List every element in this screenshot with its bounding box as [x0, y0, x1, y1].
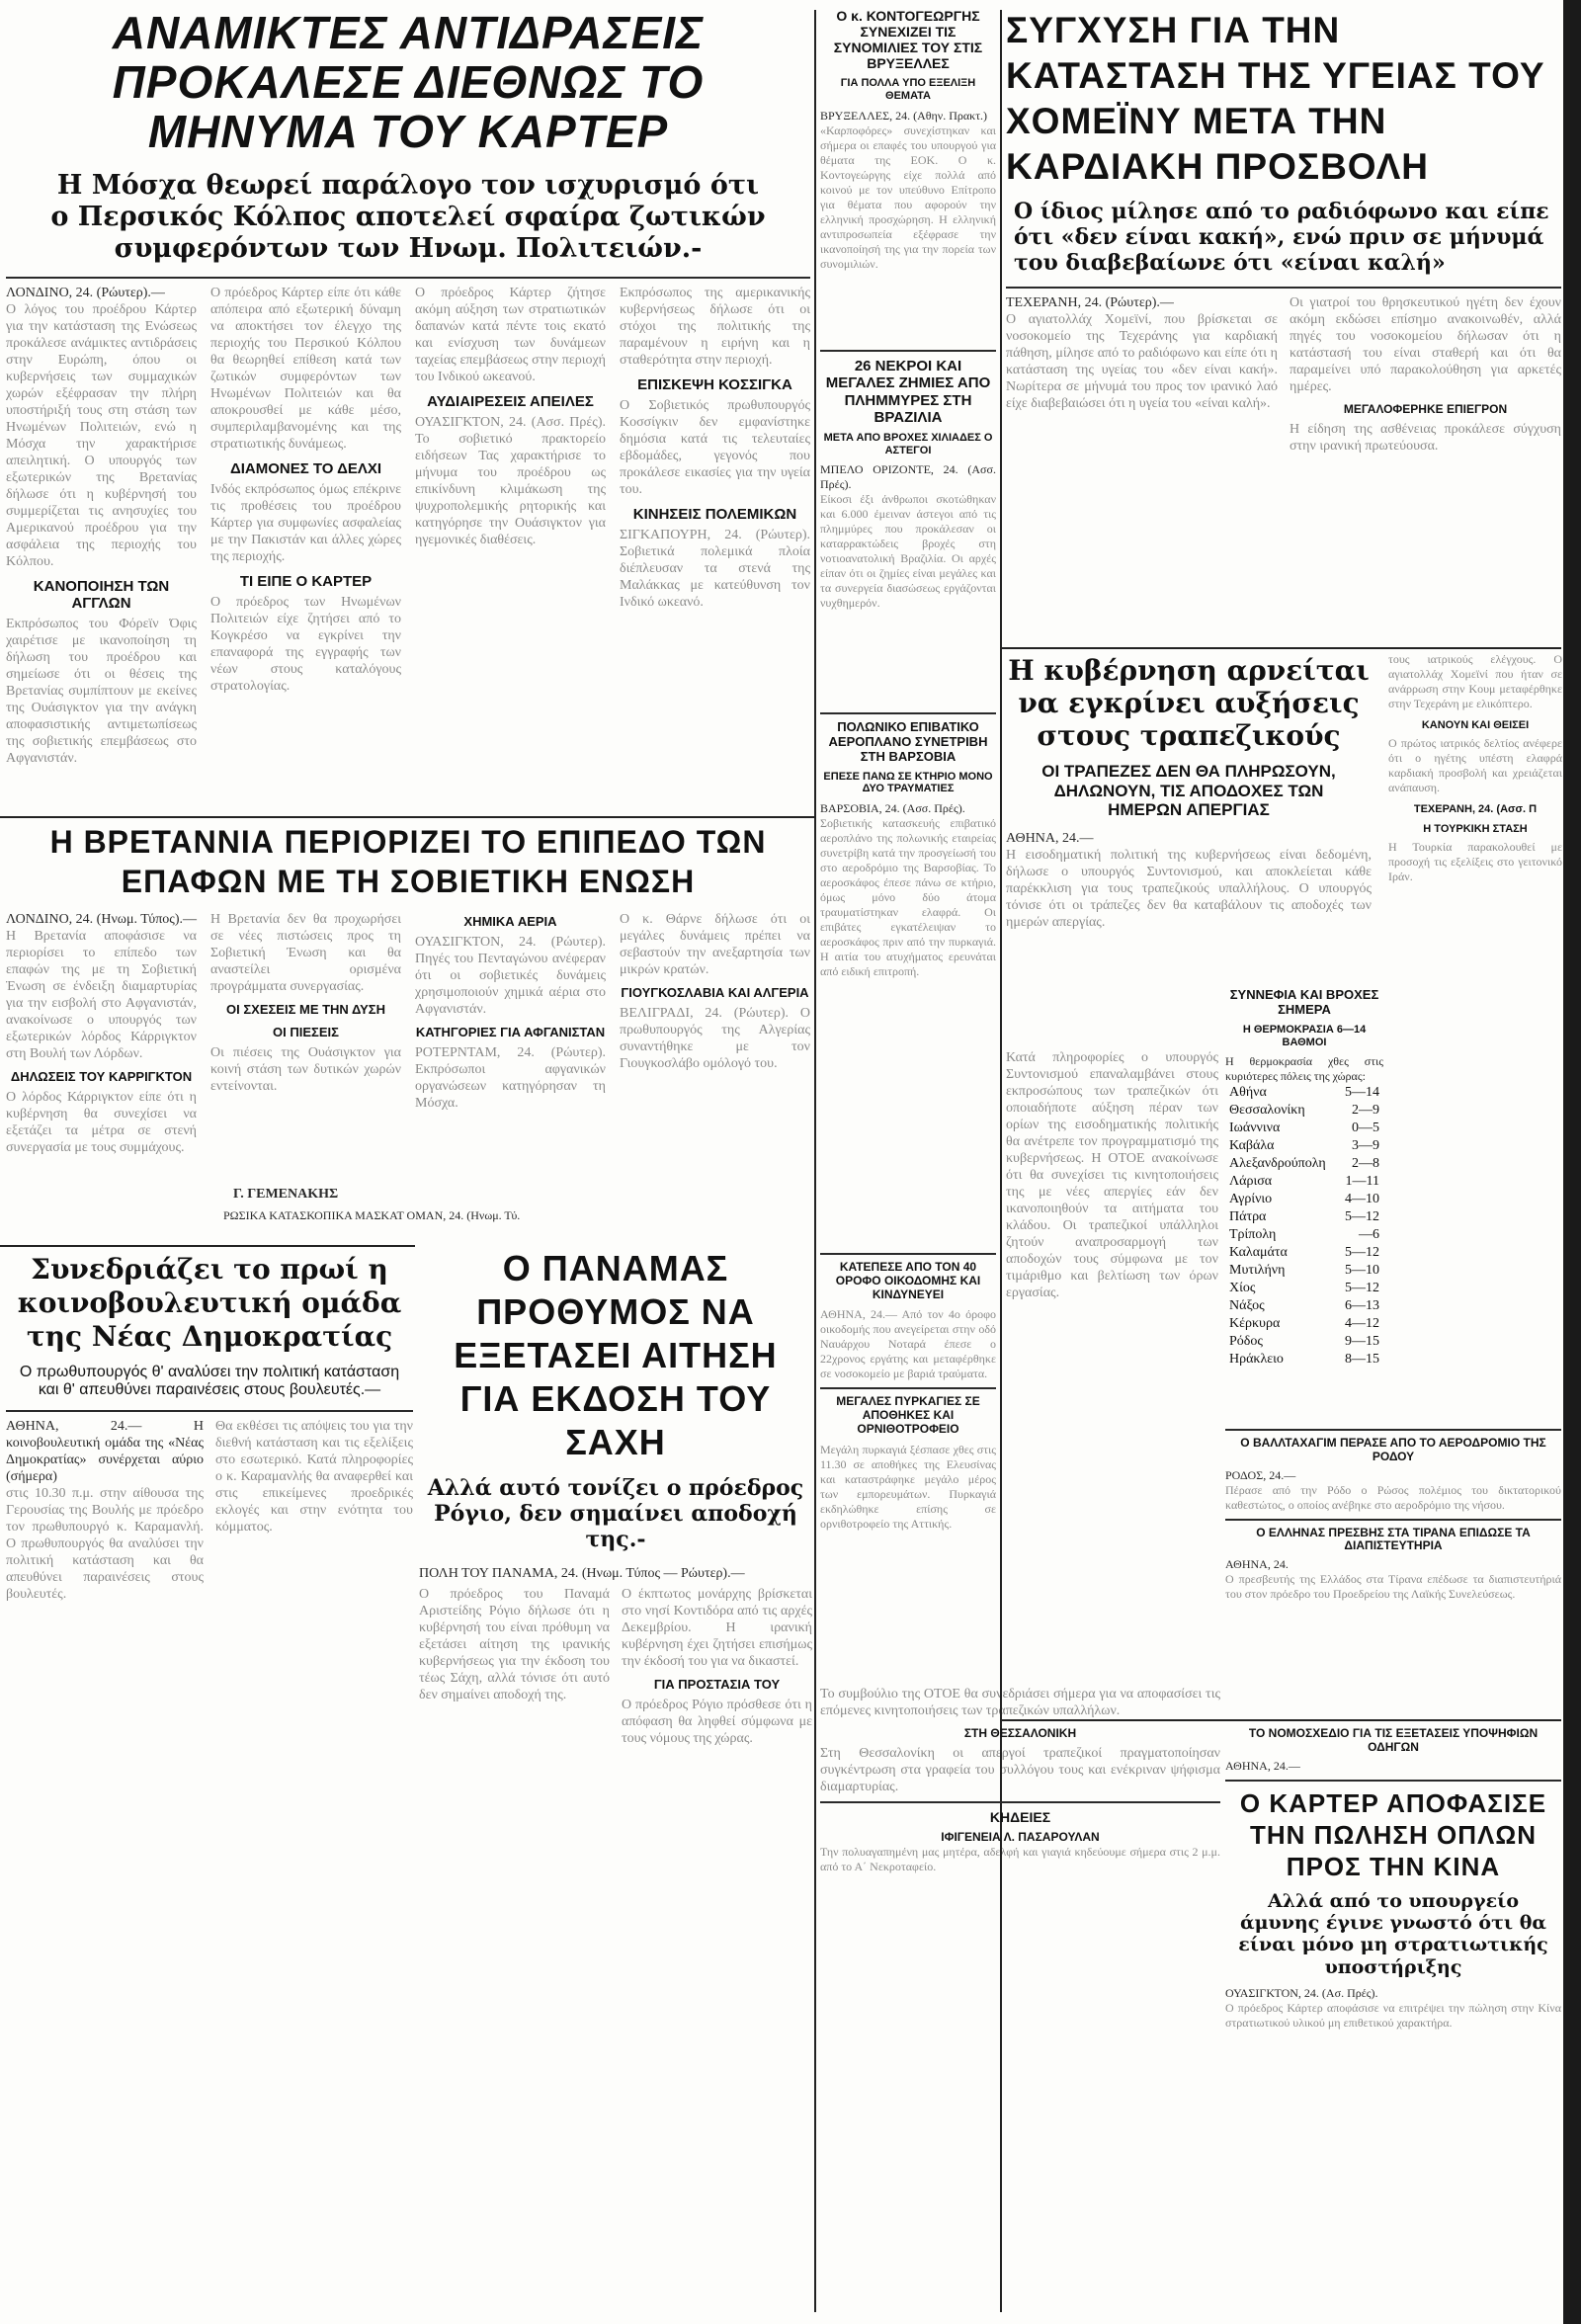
temperature-range: 5—10 — [1345, 1263, 1379, 1279]
carter-subhead-2: ΔΙΑΜΟΝΕΣ ΤΟ ΔΕΛΧΙ — [229, 459, 382, 477]
britain-dateline: ΛΟΝΔΙΝΟ, 24. (Ηνωμ. Τύπος).— — [6, 912, 197, 927]
temperature-row — [1225, 1191, 1383, 1208]
tirana-dateline: ΑΘΗΝΑ, 24. — [1225, 1557, 1289, 1572]
panama-subhead-1: ΓΙΑ ΠΡΟΣΤΑΣΙΑ ΤΟΥ — [653, 1676, 781, 1692]
temperature-row — [1225, 1155, 1383, 1173]
plane-article: ΠΟΛΩΝΙΚΟ ΕΠΙΒΑΤΙΚΟ ΑΕΡΟΠΛΑΝΟ ΣΥΝΕΤΡΙΒΗ ΣΤΗ ΒΑΡΣΟΒΙΑ ΕΠΕΣΕ ΠΑΝΩ ΣΕ ΚΤΗΡΙΟ ΜΟΝΟ ΔΥΟ ΤΡΑΥΜΑΤΙΕΣ ΒΑΡΣΟΒΙΑ, 24. (Ασσ. Πρές). Σοβιετικής κατασκευής επιβατικό αεροπλάνο της πολωνικής εταιρείας συνετρίβη κατά την προσγείωσή του στο αεροδρόμιο της Βαρσοβίας. Το αεροσκάφος έπεσε πάνω σε κτήριο, όμως μόνο δύο άτομα τραυματίστηκαν ελαφρά. Οι επιβάτες εγκατέλειψαν το αεροσκάφος πριν από την πυρκαγιά. Η αιτία του ατυχήματος ερευνάται από ειδική επιτροπή. — [820, 706, 996, 1240]
britain-subhead-3: ΟΙ ΠΙΕΣΕΙΣ — [273, 1024, 339, 1039]
brazil-dateline: ΜΠΕΛΟ ΟΡΙΖΟΝΤΕ, 24. (Ασσ. Πρές). — [820, 462, 996, 492]
britain-footer: ΡΩΣΙΚΑ ΚΑΤΑΣΚΟΠΙΚΑ ΜΑΣΚΑΤ ΟΜΑΝ, 24. (Ηνωμ. Τύ. — [223, 1208, 521, 1222]
temperature-range: 2—9 — [1352, 1103, 1379, 1119]
temperature-row — [1225, 1120, 1383, 1137]
carter-subhead-5: ΕΠΙΣΚΕΨΗ ΚΟΣΣΙΓΚΑ — [637, 375, 792, 393]
city-name: Ρόδος — [1229, 1334, 1263, 1350]
temperature-row — [1225, 1333, 1383, 1351]
temperature-row — [1225, 1137, 1383, 1155]
konto-headline: Ο κ. ΚΟΝΤΟΓΕΩΡΓΗΣ ΣΥΝΕΧΙΖΕΙ ΤΙΣ ΣΥΝΟΜΙΛΙΕΣ ΤΟΥ ΣΤΙΣ ΒΡΥΞΕΛΛΕΣ — [833, 8, 983, 72]
city-name: Αλεξανδρούπολη — [1229, 1156, 1326, 1172]
carter-china-article: ΤΟ ΝΟΜΟΣΧΕΔΙΟ ΓΙΑ ΤΙΣ ΕΞΕΤΑΣΕΙΣ ΥΠΟΨΗΦΙΩΝ ΟΔΗΓΩΝ ΑΘΗΝΑ, 24.— Ο ΚΑΡΤΕΡ ΑΠΟΦΑΣΙΣΕ ΤΗΝ ΠΩΛΗΣΗ ΟΠΛΩΝ ΠΡΟΣ ΤΗΝ ΚΙΝΑ Αλλά από το υπουργείο άμυνης έγινε γνωστό ότι θα είναι μόνο μη στρατιωτικής υποστήριξης ΟΥΑΣΙΓΚΤΟΝ, 24. (Ασ. Πρές). Ο πρόεδρος Κάρτερ αποφάσισε να επιτρέψει την πώληση στην Κίνα στρατιωτικού υλικού μη επιθετικού χαρακτήρα. — [1225, 1727, 1561, 2031]
vertical-rule — [814, 10, 816, 2312]
page-edge-shadow — [1563, 0, 1581, 2324]
article-text: Ο λόγος του προέδρου Κάρτερ για την κατάσταση της Ενώσεως προκάλεσε ανάμικτες αντιδράσεις στην Ευρώπη, όπου οι κυβερνήσεις των συμμαχικών χωρών εξέφρασαν την πλήρη υποστήριξή τους στη στάση των Ηνωμένων Πολιτειών, ενώ η Μόσχα την χαρακτήρισε απειλητική. Ο υπουργός των εξωτερικών της Βρετανίας δήλωσε ότι η κυβέρνησή του συμμερίζεται τις ανησυχίες του Αμερικανού προέδρου για την ασφάλεια της περιοχής του Κόλπου. — [6, 301, 197, 569]
carter-dateline: ΛΟΝΔΙΝΟ, 24. (Ρώυτερ).— — [6, 285, 165, 300]
tirana-headline: Ο ΕΛΛΗΝΑΣ ΠΡΕΣΒΗΣ ΣΤΑ ΤΙΡΑΝΑ ΕΠΙΔΩΣΕ ΤΑ ΔΙΑΠΙΣΤΕΥΤΗΡΙΑ — [1256, 1525, 1531, 1553]
temperature-row — [1225, 1297, 1383, 1315]
temperature-range: 4—10 — [1345, 1192, 1379, 1207]
temperature-range: 5—12 — [1345, 1245, 1379, 1261]
plane-dateline: ΒΑΡΣΟΒΙΑ, 24. (Ασσ. Πρές). — [820, 801, 965, 816]
temperature-range: —6 — [1359, 1227, 1379, 1243]
temperature-table — [1225, 1084, 1383, 1369]
britain-subhead-6: ΓΙΟΥΓΚΟΣΛΑΒΙΑ ΚΑΙ ΑΛΓΕΡΙΑ — [621, 985, 809, 1000]
edge-subhead-3: Η ΤΟΥΡΚΙΚΗ ΣΤΑΣΗ — [1423, 823, 1528, 836]
temperature-row — [1225, 1262, 1383, 1280]
temperature-row — [1225, 1244, 1383, 1262]
fire-article: ΚΑΤΕΠΕΣΕ ΑΠΟ ΤΟΝ 40 ΟΡΟΦΟ ΟΙΚΟΔΟΜΗΣ ΚΑΙ ΚΙΝΔΥΝΕΥΕΙ ΑΘΗΝΑ, 24.— Από τον 4ο όροφο οικοδομής που ανεγείρεται στην οδό Ναυάρχου Νοταρά έπεσε ο 22χρονος εργάτης και μεταφέρθηκε σε νοσοκομείο με βαριά τραύματα. ΜΕΓΑΛΕΣ ΠΥΡΚΑΓΙΕΣ ΣΕ ΑΠΟΘΗΚΕΣ ΚΑΙ ΟΡΝΙΘΟΤΡΟΦΕΙΟ Μεγάλη πυρκαγιά ξέσπασε χθες στις 11.30 σε αποθήκες της Ελευσίνας και καταστράφηκε μεγάλο μέρος των εμπορευμάτων. Πυρκαγιά εκδηλώθηκε επίσης σε ορνιθοτροφείο της Αττικής. — [820, 1247, 996, 1682]
temperature-row — [1225, 1208, 1383, 1226]
horizontal-rule — [0, 1245, 415, 1247]
balloon-article: Ο ΒΑΛΛΤΑΧΑΓΙΜ ΠΕΡΑΣΕ ΑΠΟ ΤΟ ΑΕΡΟΔΡΟΜΙΟ ΤΗΣ ΡΟΔΟΥ ΡΟΔΟΣ, 24.— Πέρασε από την Ρόδο ο Ρώσος πολέμιος του δικτατορικού καθεστώτος, ο οποίος ανέβηκε στο αεροδρόμιο της νήσου. Ο ΕΛΛΗΝΑΣ ΠΡΕΣΒΗΣ ΣΤΑ ΤΙΡΑΝΑ ΕΠΙΔΩΣΕ ΤΑ ΔΙΑΠΙΣΤΕΥΤΗΡΙΑ ΑΘΗΝΑ, 24. Ο πρεσβευτής της Ελλάδος στα Τίρανα επέδωσε τα διαπιστευτήριά του στον πρόεδρο του Προεδρείου της Λαϊκής Συνελεύσεως. — [1225, 1423, 1561, 1709]
temperature-row — [1225, 1351, 1383, 1369]
city-name: Νάξος — [1229, 1298, 1265, 1314]
panama-deck: Αλλά αυτό τονίζει ο πρόεδρος Ρόγιο, δεν σημαίνει αποδοχή της.- — [427, 1475, 804, 1552]
khomeini-deck: Ο ίδιος μίλησε από το ραδιόφωνο και είπε ότι «δεν είναι κακή», ενώ πριν σε μήνυμά του διαβεβαίωνε ότι «είναι καλή» — [1014, 199, 1549, 276]
britain-article: Η ΒΡΕΤΑΝΝΙΑ ΠΕΡΙΟΡΙΖΕΙ ΤΟ ΕΠΙΠΕΔΟ ΤΩΝ ΕΠΑΦΩΝ ΜΕ ΤΗ ΣΟΒΙΕΤΙΚΗ ΕΝΩΣΗ ΛΟΝΔΙΝΟ, 24. (Ηνωμ. Τύπος).— Η Βρετανία αποφάσισε να περιορίσει το επίπεδο των επαφών της με τη Σοβιετική Ένωση σε ένδειξη διαμαρτυρίας για την εισβολή στο Αφγανιστάν, ανακοίνωσε ο υπουργός των εξωτερικών λόρδος Κάρριγκτον στη Βουλή των Λόρδων. ΔΗΛΩΣΕΙΣ ΤΟΥ ΚΑΡΡΙΓΚΤΟΝ Ο λόρδος Κάρριγκτον είπε ότι η κυβέρνηση θα συνεχίσει να εξετάζει τα μέτρα σε στενή συνεργασία με τους συμμάχους. Η Βρετανία δεν θα προχωρήσει σε νέες πιστώσεις προς τη Σοβιετική Ένωση και θα αναστείλει ορισμένα προγράμματα συνεργασίας. ΟΙ ΣΧΕΣΕΙΣ ΜΕ ΤΗΝ ΔΥΣΗ ΟΙ ΠΙΕΣΕΙΣ Οι πιέσεις της Ουάσιγκτον για κοινή στάση των δυτικών χωρών εντείνονται. ΧΗΜΙΚΑ ΑΕΡΙΑ ΟΥΑΣΙΓΚΤΟΝ, 24. (Ρώυτερ). Πηγές του Πενταγώνου ανέφεραν ότι οι σοβιετικές δυνάμεις χρησιμοποιούν χημικά αέρια στο Αφγανιστάν. ΚΑΤΗΓΟΡΙΕΣ ΓΙΑ ΑΦΓΑΝΙΣΤΑΝ ΡΟΤΕΡΝΤΑΜ, 24. (Ρώυτερ). Εκπρόσωποι αφγανικών οργανώσεων κατηγόρησαν τη Μόσχα. Ο κ. Θάρνε δήλωσε ότι οι μεγάλες δυνάμεις πρέπει να σεβαστούν την ανεξαρτησία των μικρών κρατών. ΓΙΟΥΓΚΟΣΛΑΒΙΑ ΚΑΙ ΑΛΓΕΡΙΑ ΒΕΛΙΓΡΑΔΙ, 24. (Ρώυτερ). Ο πρωθυπουργός της Αλγερίας συναντήθηκε με τον Γιουγκοσλάβο ομόλογό του. Γ. ΓΕΜΕΝΑΚΗΣ ΡΩΣΙΚΑ ΚΑΤΑΣΚΟΠΙΚΑ ΜΑΣΚΑΤ ΟΜΑΝ, 24. (Ηνωμ. Τύ. — [6, 824, 810, 1222]
carter-subhead-6: ΚΙΝΗΣΕΙΣ ΠΟΛΕΜΙΚΩΝ — [632, 505, 797, 523]
edge-column: τους ιατρικούς ελέγχους. Ο αγιατολλάχ Χομεϊνί που ήταν σε ανάρρωση στην Κουμ μεταφέρθηκε στην Τεχεράνη με ελικόπτερο. ΚΑΝΟΥΝ ΚΑΙ ΘΕΙΣΕΙ Ο πρώτος ιατρικός δελτίος ανέφερε ότι ο ηγέτης υπέστη ελαφρά καρδιακή προσβολή και χρειάζεται ανάπαυση. ΤΕΧΕΡΑΝΗ, 24. (Ασσ. Π Η ΤΟΥΡΚΙΚΗ ΣΤΑΣΗ Η Τουρκία παρακολουθεί με προσοχή τις εξελίξεις στο γειτονικό Ιράν. — [1388, 652, 1562, 883]
temperature-range: 5—12 — [1345, 1281, 1379, 1296]
city-name: Χίος — [1229, 1281, 1256, 1296]
carter-china-headline: Ο ΚΑΡΤΕΡ ΑΠΟΦΑΣΙΣΕ ΤΗΝ ΠΩΛΗΣΗ ΟΠΛΩΝ ΠΡΟΣ ΤΗΝ ΚΙΝΑ — [1239, 1787, 1547, 1881]
temperature-range: 3—9 — [1352, 1138, 1379, 1154]
city-name: Αγρίνιο — [1229, 1192, 1273, 1207]
konto-sub: ΓΙΑ ΠΟΛΛΑ ΥΠΟ ΕΞΕΛΙΞΗ ΘΕΜΑΤΑ — [840, 77, 976, 103]
funeral-headline: ΚΗΔΕΙΕΣ — [989, 1808, 1051, 1825]
city-name: Αθήνα — [1229, 1085, 1267, 1101]
edge-subhead-1: ΚΑΝΟΥΝ ΚΑΙ ΘΕΙΣΕΙ — [1421, 719, 1530, 731]
carter-headline: ΑΝΑΜΙΚΤΕΣ ΑΝΤΙΔΡΑΣΕΙΣ ΠΡΟΚΑΛΕΣΕ ΔΙΕΘΝΩΣ ΤΟ ΜΗΝΥΜΑ ΤΟΥ ΚΑΡΤΕΡ — [112, 8, 705, 157]
britain-subhead-4: ΧΗΜΙΚΑ ΑΕΡΙΑ — [463, 914, 557, 929]
carter-subhead-3: ΤΙ ΕΙΠΕ Ο ΚΑΡΤΕΡ — [239, 572, 373, 590]
bill-dateline: ΑΘΗΝΑ, 24.— — [1225, 1758, 1300, 1773]
carter-china-deck: Αλλά από το υπουργείο άμυνης έγινε γνωστό ότι θα είναι μόνο μη στρατιωτικής υποστήριξης — [1238, 1889, 1548, 1978]
city-name: Καβάλα — [1229, 1138, 1275, 1154]
weather-caption: Η θερμοκρασία χθες στις κυριότερες πόλεις της χώρας: — [1225, 1054, 1383, 1084]
banks-continued: Κατά πληροφορίες ο υπουργός Συντονισμού επαναλαμβάνει στους εκπροσώπους των τραπεζικών ότι οποιαδήποτε αύξηση πέραν των ορίων της εισοδηματικής πολιτικής θα ανέτρεπε τον προγραμματισμό της κυβερνήσεως. Η ΟΤΟΕ ανακοίνωσε ότι θα συνεχίσει τις κινητοποιήσεις της με νέες απεργίες εάν δεν ικανοποιηθούν τα αιτήματα του κλάδου. Οι τραπεζικοί υπάλληλοι ζητούν αναπροσαρμογή των αποδοχών τους σύμφωνα με τον τιμάριθμο και βελτίωση των όρων εργασίας. — [1006, 1050, 1218, 1300]
panama-headline: Ο ΠΑΝΑΜΑΣ ΠΡΟΘΥΜΟΣ ΝΑ ΕΞΕΤΑΣΕΙ ΑΙΤΗΣΗ ΓΙΑ ΕΚΔΟΣΗ ΤΟΥ ΣΑΧΗ — [454, 1248, 778, 1462]
nd-article: Συνεδριάζει το πρωί η κοινοβουλευτική ομάδα της Νέας Δημοκρατίας Ο πρωθυπουργός θ' αναλύσει την πολιτική κατάσταση και θ' απευθύνει παραινέσεις στους βουλευτές.— ΑΘΗΝΑ, 24.— Η κοινοβουλευτική ομάδα της «Νέας Δημοκρατίας» συνέρχεται αύριο (σήμερα) στις 10.30 π.μ. στην αίθουσα της Γερουσίας της Βουλής με πρόεδρο τον πρωθυπουργό κ. Καραμανλή. Ο πρωθυπουργός θα αναλύσει την πολιτική κατάσταση και θα απευθύνει παραινέσεις στους βουλευτές. Θα εκθέσει τις απόψεις του για την διεθνή κατάσταση και τις εξελίξεις στο εσωτερικό. Κατά πληροφορίες ο κ. Καραμανλής θα αναφερθεί και στις επικείμενες προεδρικές εκλογές και στην ενότητα του κόμματος. — [6, 1253, 413, 1602]
britain-subhead-5: ΚΑΤΗΓΟΡΙΕΣ ΓΙΑ ΑΦΓΑΝΙΣΤΑΝ — [415, 1024, 606, 1039]
city-name: Τρίπολη — [1229, 1227, 1277, 1243]
britain-byline: Γ. ΓΕΜΕΝΑΚΗΣ — [233, 1187, 339, 1202]
temperature-range: 2—8 — [1352, 1156, 1379, 1172]
horizontal-rule — [0, 816, 814, 818]
banks-headline: Η κυβέρνηση αρνείται να εγκρίνει αυξήσεις στους τραπεζικούς — [1008, 654, 1370, 753]
city-name: Ηράκλειο — [1229, 1352, 1284, 1368]
city-name: Κέρκυρα — [1229, 1316, 1281, 1332]
temperature-row — [1225, 1280, 1383, 1297]
panama-article: Ο ΠΑΝΑΜΑΣ ΠΡΟΘΥΜΟΣ ΝΑ ΕΞΕΤΑΣΕΙ ΑΙΤΗΣΗ ΓΙΑ ΕΚΔΟΣΗ ΤΟΥ ΣΑΧΗ Αλλά αυτό τονίζει ο πρόεδρος Ρόγιο, δεν σημαίνει αποδοχή της.- ΠΟΛΗ ΤΟΥ ΠΑΝΑΜΑ, 24. (Ηνωμ. Τύπος — Ρώυτερ).— Ο πρόεδρος του Παναμά Αριστείδης Ρόγιο δήλωσε ότι η κυβέρνησή του είναι πρόθυμη να εξετάσει αίτηση της ιρανικής κυβερνήσεως για την έκδοση του τέως Σάχη, αλλά τόνισε ότι αυτό δεν σημαίνει αποδοχή της. Ο έκπτωτος μονάρχης βρίσκεται στο νησί Κοντιδόρα από τις αρχές Δεκεμβρίου. Η ιρανική κυβέρνηση έχει ζητήσει επισήμως την έκδοσή του για να δικαστεί. ΓΙΑ ΠΡΟΣΤΑΣΙΑ ΤΟΥ Ο πρόεδρος Ρόγιο πρόσθεσε ότι η απόφαση θα ληφθεί σύμφωνα με τους νόμους της χώρας. — [419, 1248, 812, 1746]
nd-deck: Ο πρωθυπουργός θ' αναλύσει την πολιτική κατάσταση και θ' απευθύνει παραινέσεις στους βουλευτές.— — [19, 1364, 400, 1399]
city-name: Ιωάννινα — [1229, 1120, 1281, 1136]
carter-china-dateline: ΟΥΑΣΙΓΚΤΟΝ, 24. (Ασ. Πρές). — [1225, 1986, 1378, 2001]
fires-headline: ΜΕΓΑΛΕΣ ΠΥΡΚΑΓΙΕΣ ΣΕ ΑΠΟΘΗΚΕΣ ΚΑΙ ΟΡΝΙΘΟΤΡΟΦΕΙΟ — [836, 1394, 980, 1436]
funeral-name: ΙΦΙΓΕΝΕΙΑ Λ. ΠΑΣΑΡΟΥΛΑΝ — [941, 1829, 1100, 1844]
konto-dateline: ΒΡΥΞΕΛΛΕΣ, 24. (Αθην. Πρακτ.) — [820, 108, 988, 123]
kontogeorgis-article: Ο κ. ΚΟΝΤΟΓΕΩΡΓΗΣ ΣΥΝΕΧΙΖΕΙ ΤΙΣ ΣΥΝΟΜΙΛΙΕΣ ΤΟΥ ΣΤΙΣ ΒΡΥΞΕΛΛΕΣ ΓΙΑ ΠΟΛΛΑ ΥΠΟ ΕΞΕΛΙΞΗ ΘΕΜΑΤΑ ΒΡΥΞΕΛΛΕΣ, 24. (Αθην. Πρακτ.) «Καρποφόρες» συνεχίστηκαν και σήμερα οι επαφές του υπουργού για θέματα της ΕΟΚ. Ο κ. Κοντογεώργης είχε πολλά από κοινού με τον υπεύθυνο Επίτροπο για θέματα που αφορούν την ελληνική προσχώρηση. Η ελληνική αντιπροσωπεία εξέφρασε την ικανοποίησή της για την πορεία των συνομιλιών. — [820, 8, 996, 271]
carter-subhead-4: ΑΥΔΙΑΙΡΕΣΕΙΣ ΑΠΕΙΛΕΣ — [427, 392, 594, 410]
temperature-range: 4—12 — [1345, 1316, 1379, 1332]
weather-headline: ΣΥΝΝΕΦΙΑ ΚΑΙ ΒΡΟΧΕΣ ΣΗΜΕΡΑ — [1229, 988, 1379, 1017]
khomeini-subhead-1: ΜΕΓΑΛΟΦΕΡΗΚΕ ΕΠΙΕΓΡΟΝ — [1343, 401, 1508, 416]
nd-headline: Συνεδριάζει το πρωί η κοινοβουλευτική ομάδα της Νέας Δημοκρατίας — [17, 1253, 402, 1353]
brazil-sub: ΜΕΤΑ ΑΠΟ ΒΡΟΧΕΣ ΧΙΛΙΑΔΕΣ Ο ΑΣΤΕΓΟΙ — [823, 432, 993, 456]
britain-subhead-1: ΔΗΛΩΣΕΙΣ ΤΟΥ ΚΑΡΡΙΓΚΤΟΝ — [10, 1069, 193, 1084]
carter-subhead-1: ΚΑΝΟΠΟΙΗΣΗ ΤΩΝ ΑΓΓΛΩΝ — [33, 577, 170, 612]
carter-article: ΑΝΑΜΙΚΤΕΣ ΑΝΤΙΔΡΑΣΕΙΣ ΠΡΟΚΑΛΕΣΕ ΔΙΕΘΝΩΣ ΤΟ ΜΗΝΥΜΑ ΤΟΥ ΚΑΡΤΕΡ Η Μόσχα θεωρεί παράλογο τον ισχυρισμό ότι ο Περσικός Κόλπος αποτελεί σφαίρα ζωτικών συμφερόντων των Ηνωμ. Πολιτειών.- ΛΟΝΔΙΝΟ, 24. (Ρώυτερ).— Ο λόγος του προέδρου Κάρτερ για την κατάσταση της Ενώσεως προκάλεσε ανάμικτες αντιδράσεις στην Ευρώπη, όπου οι κυβερνήσεις των συμμαχικών χωρών εξέφρασαν την πλήρη υποστήριξή τους στη στάση των Ηνωμένων Πολιτειών, ενώ η Μόσχα την χαρακτήρισε απειλητική. Ο υπουργός των εξωτερικών της Βρετανίας δήλωσε ότι η κυβέρνησή του συμμερίζεται τις ανησυχίες του Αμερικανού προέδρου για την ασφάλεια της περιοχής του Κόλπου. ΚΑΝΟΠΟΙΗΣΗ ΤΩΝ ΑΓΓΛΩΝ Εκπρόσωπος του Φόρεϊν Όφις χαιρέτισε με ικανοποίηση τη δήλωση του προέδρου και σημείωσε ότι οι θέσεις της Βρετανίας συμπίπτουν με εκείνες της Ουάσιγκτον για την ανάγκη αποφασιστικής αντιμετωπίσεως της σοβιετικής επεμβάσεως στο Αφγανιστάν. Ο πρόεδρος Κάρτερ είπε ότι κάθε απόπειρα από εξωτερική δύναμη να αποκτήσει τον έλεγχο της περιοχής του Περσικού Κόλπου θα θεωρηθεί επίθεση κατά των ζωτικών συμφερόντων των Ηνωμένων Πολιτειών και θα αποκρουσθεί με κάθε μέσο, συμπεριλαμβανομένης και της στρατιωτικής δυνάμεως. ΔΙΑΜΟΝΕΣ ΤΟ ΔΕΛΧΙ Ινδός εκπρόσωπος όμως επέκρινε τις προθέσεις του προέδρου Κάρτερ για συμφωνίες ασφαλείας με την Πακιστάν και άλλες χώρες της περιοχής. ΤΙ ΕΙΠΕ Ο ΚΑΡΤΕΡ Ο πρόεδρος των Ηνωμένων Πολιτειών είχε ζητήσει από το Κογκρέσο να εγκρίνει την επαναφορά της εγγραφής των νέων στους καταλόγους στρατολογίας. Ο πρόεδρος Κάρτερ ζήτησε ακόμη αύξηση των στρατιωτικών δαπανών κατά πέντε τοις εκατό και ενίσχυση των δυνάμεων ταχείας επεμβάσεως στην περιοχή του Ινδικού ωκεανού. ΑΥΔΙΑΙΡΕΣΕΙΣ ΑΠΕΙΛΕΣ ΟΥΑΣΙΓΚΤΟΝ, 24. (Ασσ. Πρές). Το σοβιετικό πρακτορείο ειδήσεων Τας χαρακτήρισε το μήνυμα του προέδρου ως επικίνδυνη κλιμάκωση της ψυχροπολεμικής ρητορικής και κατηγόρησε την Ουάσιγκτον για ηγεμονικές διαθέσεις. Εκπρόσωπος της αμερικανικής κυβερνήσεως δήλωσε ότι οι στόχοι της πολιτικής της παραμένουν η ειρήνη και η σταθερότητα στην περιοχή. ΕΠΙΣΚΕΨΗ ΚΟΣΣΙΓΚΑ Ο Σοβιετικός πρωθυπουργός Κοσσίγκιν δεν εμφανίστηκε δημόσια κατά τις τελευταίες εβδομάδες, γεγονός που προκάλεσε εικασίες για την υγεία του. ΚΙΝΗΣΕΙΣ ΠΟΛΕΜΙΚΩΝ ΣΙΓΚΑΠΟΥΡΗ, 24. (Ρώυτερ). Σοβιετικά πολεμικά πλοία διέπλευσαν τα στενά της Μαλάκκας με κατεύθυνση τον Ινδικό ωκεανό. — [6, 8, 810, 767]
temperature-row — [1225, 1173, 1383, 1191]
britain-headline: Η ΒΡΕΤΑΝΝΙΑ ΠΕΡΙΟΡΙΖΕΙ ΤΟ ΕΠΙΠΕΔΟ ΤΩΝ ΕΠΑΦΩΝ ΜΕ ΤΗ ΣΟΒΙΕΤΙΚΗ ΕΝΩΣΗ — [49, 824, 767, 899]
plane-sub: ΕΠΕΣΕ ΠΑΝΩ ΣΕ ΚΤΗΡΙΟ ΜΟΝΟ ΔΥΟ ΤΡΑΥΜΑΤΙΕΣ — [823, 770, 993, 795]
brazil-article: 26 ΝΕΚΡΟΙ ΚΑΙ ΜΕΓΑΛΕΣ ΖΗΜΙΕΣ ΑΠΟ ΠΛΗΜΜΥΡΕΣ ΣΤΗ ΒΡΑΖΙΛΙΑ ΜΕΤΑ ΑΠΟ ΒΡΟΧΕΣ ΧΙΛΙΑΔΕΣ Ο ΑΣΤΕΓΟΙ ΜΠΕΛΟ ΟΡΙΖΟΝΤΕ, 24. (Ασσ. Πρές). Είκοσι έξι άνθρωποι σκοτώθηκαν και 6.000 έμειναν άστεγοι από τις πλημμύρες που προκάλεσαν οι καταρρακτώδεις βροχές στη νοτιοανατολική Βραζιλία. Οι αρχές είπαν ότι οι ζημίες είναι μεγάλες και τα συνεργεία διασώσεως εργάζονται νυχθημερόν. — [820, 344, 996, 702]
khomeini-headline: ΣΥΓΧΥΣΗ ΓΙΑ ΤΗΝ ΚΑΤΑΣΤΑΣΗ ΤΗΣ ΥΓΕΙΑΣ ΤΟΥ ΧΟΜΕΪΝΥ ΜΕΤΑ ΤΗΝ ΚΑΡΔΙΑΚΗ ΠΡΟΣΒΟΛΗ — [1006, 10, 1545, 187]
khomeini-article: ΣΥΓΧΥΣΗ ΓΙΑ ΤΗΝ ΚΑΤΑΣΤΑΣΗ ΤΗΣ ΥΓΕΙΑΣ ΤΟΥ ΧΟΜΕΪΝΥ ΜΕΤΑ ΤΗΝ ΚΑΡΔΙΑΚΗ ΠΡΟΣΒΟΛΗ Ο ίδιος μίλησε από το ραδιόφωνο και είπε ότι «δεν είναι κακή», ενώ πριν σε μήνυμά του διαβεβαίωνε ότι «είναι καλή» ΤΕΧΕΡΑΝΗ, 24. (Ρώυτερ).— Ο αγιατολλάχ Χομεϊνί, που βρίσκεται σε νοσοκομείο της Τεχεράνης για καρδιακή πάθηση, μίλησε από το ραδιόφωνο και είπε ότι η κατάσταση της υγείας του «δεν είναι κακή». Νωρίτερα σε μήνυμά του προς τον ιρανικό λαό είχε διαβεβαιώσει ότι η υγεία του «είναι καλή». Οι γιατροί του θρησκευτικού ηγέτη δεν έχουν ακόμη εκδώσει επίσημο ανακοινωθέν, αλλά πηγές του νοσοκομείου δήλωσαν ότι η κατάστασή του είναι σταθερή και ότι θα παραμείνει υπό παρακολούθηση για αρκετές ημέρες. ΜΕΓΑΛΟΦΕΡΗΚΕ ΕΠΙΕΓΡΟΝ Η είδηση της ασθένειας προκάλεσε σύγχυση στην ιρανική πρωτεύουσα. — [1006, 10, 1561, 454]
plane-headline: ΠΟΛΩΝΙΚΟ ΕΠΙΒΑΤΙΚΟ ΑΕΡΟΠΛΑΝΟ ΣΥΝΕΤΡΙΒΗ ΣΤΗ ΒΑΡΣΟΒΙΑ — [828, 719, 988, 764]
panama-dateline: ΠΟΛΗ ΤΟΥ ΠΑΝΑΜΑ, 24. (Ηνωμ. Τύπος — Ρώυτερ).— — [419, 1565, 745, 1581]
khomeini-dateline: ΤΕΧΕΡΑΝΗ, 24. (Ρώυτερ).— — [1006, 294, 1174, 310]
temperature-row — [1225, 1102, 1383, 1120]
temperature-range: 1—11 — [1345, 1174, 1379, 1190]
banks-article: Η κυβέρνηση αρνείται να εγκρίνει αυξήσεις στους τραπεζικούς ΟΙ ΤΡΑΠΕΖΕΣ ΔΕΝ ΘΑ ΠΛΗΡΩΣΟΥΝ, ΔΗΛΩΝΟΥΝ, ΤΙΣ ΑΠΟΔΟΧΕΣ ΤΩΝ ΗΜΕΡΩΝ ΑΠΕΡΓΙΑΣ ΑΘΗΝΑ, 24.— Η εισοδηματική πολιτική της κυβερνήσεως είναι δεδομένη, δήλωσε ο υπουργός Συντονισμού, και αποκλείεται κάθε παρέκκλιση για τους τραπεζικούς υπαλλήλους. Ο υπουργός τόνισε ότι οι τράπεζες δεν θα καταβάλουν τις αποδοχές των ημερών απεργίας. — [1006, 654, 1372, 930]
temperature-range: 6—13 — [1345, 1298, 1379, 1314]
city-name: Λάρισα — [1229, 1174, 1273, 1190]
britain-subhead-2: ΟΙ ΣΧΕΣΕΙΣ ΜΕ ΤΗΝ ΔΥΣΗ — [226, 1002, 385, 1017]
weather-article — [1225, 988, 1383, 1413]
brazil-headline: 26 ΝΕΚΡΟΙ ΚΑΙ ΜΕΓΑΛΕΣ ΖΗΜΙΕΣ ΑΠΟ ΠΛΗΜΜΥΡΕΣ ΣΤΗ ΒΡΑΖΙΛΙΑ — [825, 358, 991, 426]
thess-subhead: ΣΤΗ ΘΕΣΣΑΛΟΝΙΚΗ — [963, 1726, 1077, 1740]
banks-dateline: ΑΘΗΝΑ, 24.— — [1006, 830, 1094, 846]
edge-subhead-2: ΤΕΧΕΡΑΝΗ, 24. (Ασσ. Π — [1413, 802, 1538, 815]
nd-dateline: ΑΘΗΝΑ, 24.— Η κοινοβουλευτική ομάδα της «Νέας Δημοκρατίας» συνέρχεται αύριο (σήμερα) — [6, 1418, 204, 1484]
carter-deck: Η Μόσχα θεωρεί παράλογο τον ισχυρισμό ότι ο Περσικός Κόλπος αποτελεί σφαίρα ζωτικών συμφερόντων των Ηνωμ. Πολιτειών.- — [50, 170, 766, 264]
balloon-headline: Ο ΒΑΛΛΤΑΧΑΓΙΜ ΠΕΡΑΣΕ ΑΠΟ ΤΟ ΑΕΡΟΔΡΟΜΙΟ ΤΗΣ ΡΟΔΟΥ — [1240, 1436, 1546, 1463]
banks-deck: ΟΙ ΤΡΑΠΕΖΕΣ ΔΕΝ ΘΑ ΠΛΗΡΩΣΟΥΝ, ΔΗΛΩΝΟΥΝ, ΤΙΣ ΑΠΟΔΟΧΕΣ ΤΩΝ ΗΜΕΡΩΝ ΑΠΕΡΓΙΑΣ — [1041, 762, 1336, 820]
balloon-dateline: ΡΟΔΟΣ, 24.— — [1225, 1467, 1296, 1482]
temperature-range: 8—15 — [1345, 1352, 1379, 1368]
temperature-range: 9—15 — [1345, 1334, 1379, 1350]
fall-headline: ΚΑΤΕΠΕΣΕ ΑΠΟ ΤΟΝ 40 ΟΡΟΦΟ ΟΙΚΟΔΟΜΗΣ ΚΑΙ ΚΙΝΔΥΝΕΥΕΙ — [835, 1260, 981, 1301]
bill-headline: ΤΟ ΝΟΜΟΣΧΕΔΙΟ ΓΙΑ ΤΙΣ ΕΞΕΤΑΣΕΙΣ ΥΠΟΨΗΦΙΩΝ ΟΔΗΓΩΝ — [1248, 1727, 1539, 1754]
temperature-range: 5—12 — [1345, 1209, 1379, 1225]
city-name: Πάτρα — [1229, 1209, 1267, 1225]
temperature-range: 0—5 — [1352, 1120, 1379, 1136]
thess-article: Το συμβούλιο της ΟΤΟΕ θα συνεδριάσει σήμερα για να αποφασίσει τις επόμενες κινητοποιήσεις των τραπεζικών υπαλλήλων. ΣΤΗ ΘΕΣΣΑΛΟΝΙΚΗ Στη Θεσσαλονίκη οι απεργοί τραπεζικοί πραγματοποίησαν συγκέντρωση στα γραφεία του συλλόγου τους και ενέκριναν ψήφισμα διαμαρτυρίας. ΚΗΔΕΙΕΣ ΙΦΙΓΕΝΕΙΑ Λ. ΠΑΣΑΡΟΥΛΑΝ Την πολυαγαπημένη μας μητέρα, αδελφή και γιαγιά κηδεύουμε σήμερα στις 2 μ.μ. από το Α΄ Νεκροταφείο. — [820, 1687, 1220, 1873]
temperature-row — [1225, 1315, 1383, 1333]
temperature-row — [1225, 1226, 1383, 1244]
city-name: Μυτιλήνη — [1229, 1263, 1286, 1279]
city-name: Θεσσαλονίκη — [1229, 1103, 1305, 1119]
horizontal-rule — [1002, 647, 1561, 649]
temperature-range: 5—14 — [1345, 1085, 1379, 1101]
weather-sub: Η ΘΕΡΜΟΚΡΑΣΙΑ 6—14 ΒΑΘΜΟΙ — [1242, 1023, 1367, 1048]
temperature-row — [1225, 1084, 1383, 1102]
city-name: Καλαμάτα — [1229, 1245, 1288, 1261]
